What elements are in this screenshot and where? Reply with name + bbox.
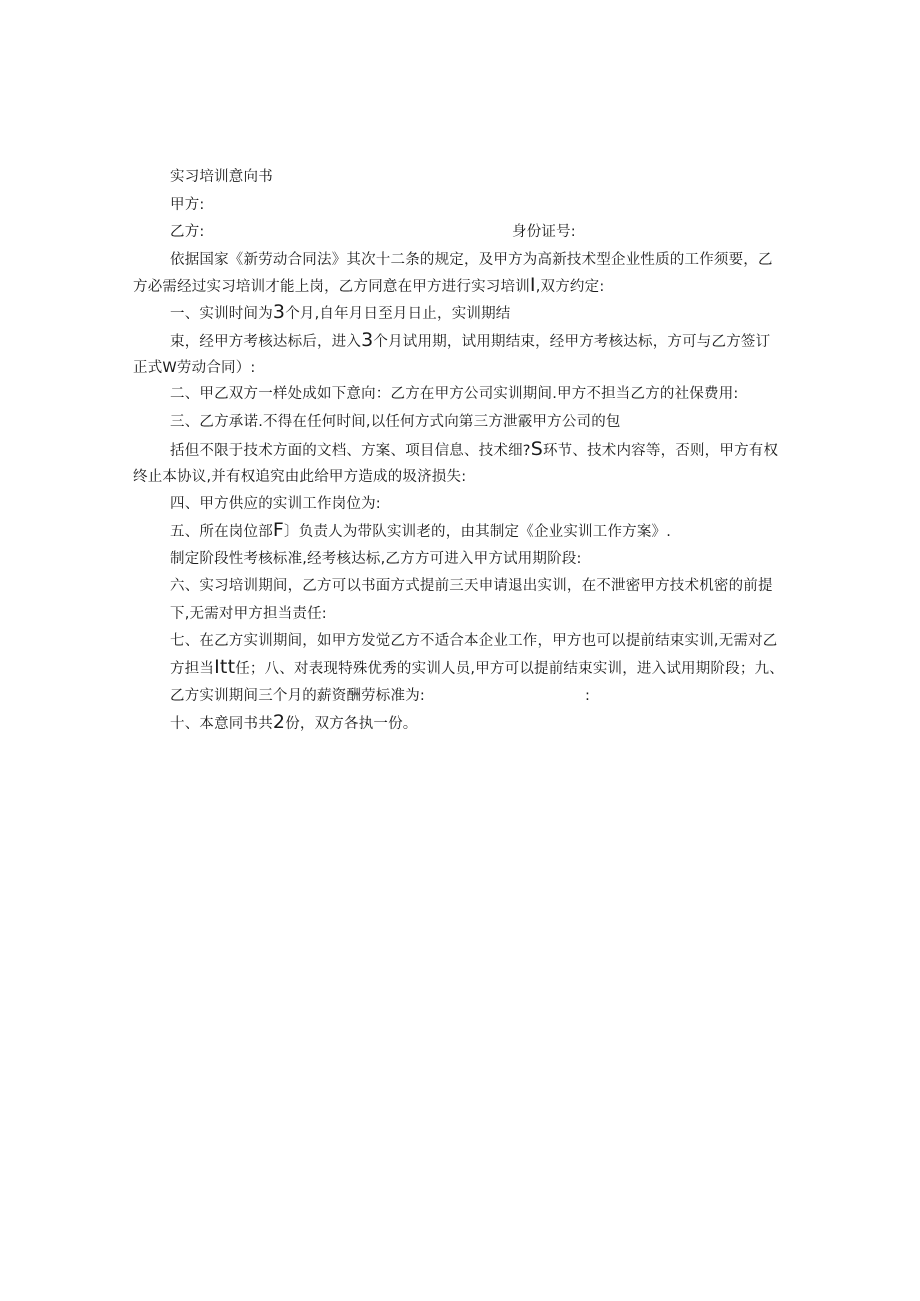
clause-1-line-1-text-a: 一、实训时间为 (170, 306, 273, 322)
clause-7-line-1: 七、在乙方实训期间，如甲方发觉乙方不适合本企业工作，甲方也可以提前结束实训,无需对乙 (170, 633, 778, 649)
clause-3-line-2-glyph: S (530, 438, 543, 460)
clause-5-line-1 (170, 521, 671, 542)
clause-4-line-1: 四、甲方供应的实训工作岗位为: (170, 496, 381, 512)
id-number-label: 身份证号: (512, 224, 576, 240)
clause-1-line-1-text-b: 个月,自年月日至月日止，实训期结 (285, 306, 511, 322)
intro-line-2-text-b: ,双方约定: (535, 279, 605, 295)
clause-5-line-1-text-a: 五、所在岗位部 (170, 524, 273, 540)
clause-10-line-1-text-a: 十、本意同书共 (170, 716, 273, 732)
intro-line-2-text-a: 方必需经过实习培训才能上岗，乙方同意在甲方进行实习培训 (133, 279, 530, 295)
clause-1-line-2-number: 3 (361, 329, 374, 351)
clause-3-line-2-text-b: 环节、技术内容等，否则，甲方有权 (542, 443, 779, 459)
clause-1-line-1 (170, 303, 511, 324)
clause-5-line-1-glyph: F (272, 519, 285, 541)
intro-line-2 (133, 276, 604, 297)
clause-10-line-1-text-b: 份，双方各执一份。 (285, 716, 418, 732)
clause-10-line-1 (170, 713, 418, 734)
clause-2-line-1: 二、甲乙双方一样处成如下意向：乙方在甲方公司实训期间.甲方不担当乙方的社保费用: (170, 386, 739, 402)
clause-5-line-2: 制定阶段性考核标准,经考核达标,乙方方可进入甲方试用期阶段: (170, 551, 582, 567)
clause-1-line-1-number: 3 (272, 301, 286, 323)
clause-7-line-2-glyph: Itt (214, 656, 236, 678)
clause-1-line-2-text-a: 束，经甲方考核达标后，进入 (170, 334, 362, 350)
intro-line-2-glyph: I (529, 274, 536, 296)
clause-6-line-1: 六、实习培训期间，乙方可以书面方式提前三天申请退出实训，在不泄密甲方技术机密的前提 (170, 578, 773, 594)
clause-10-line-1-number: 2 (272, 711, 286, 733)
clause-3-line-3: 终止本协议,并有权追究由此给甲方造成的圾济损失: (133, 469, 467, 485)
clause-1-line-2-text-b: 个月试用期，试用期结束，经甲方考核达标，方可与乙方签订 (373, 334, 771, 350)
intro-line-1: 依据国家《新劳动合同法》其次十二条的规定，及甲方为高新技术型企业性质的工作须要，乙 (170, 252, 773, 268)
clause-7-line-2 (170, 658, 784, 679)
clause-1-line-3: 正式W劳动合同）: (133, 360, 256, 376)
clause-3-line-2-text-a: 括但不限于技术方面的文档、方案、项目信息、技术细? (170, 443, 531, 459)
clause-5-line-1-text-b: 〕负责人为带队实训老的，由其制定《企业实训工作方案》. (284, 524, 672, 540)
party-a-label: 甲方: (170, 197, 205, 213)
clause-9-line-1-end: : (585, 688, 591, 704)
clause-3-line-1: 三、乙方承诺.不得在任何时间,以任何方式向第三方泄霰甲方公司的包 (170, 414, 621, 430)
clause-6-line-2: 下,无需对甲方担当责任: (170, 606, 327, 622)
clause-3-line-2 (170, 440, 778, 461)
document-title: 实习培训意向书 (170, 169, 273, 185)
clause-7-line-2-text-a: 方担当 (170, 661, 215, 677)
party-b-label: 乙方: (170, 224, 205, 240)
clause-9-line-1: 乙方实训期间三个月的薪资酬劳标准为: (170, 688, 425, 704)
clause-7-line-2-text-b: 任；八、对表现特殊优秀的实训人员,甲方可以提前结束实训，进入试用期阶段；九、 (235, 661, 784, 677)
clause-1-line-2 (170, 331, 770, 352)
